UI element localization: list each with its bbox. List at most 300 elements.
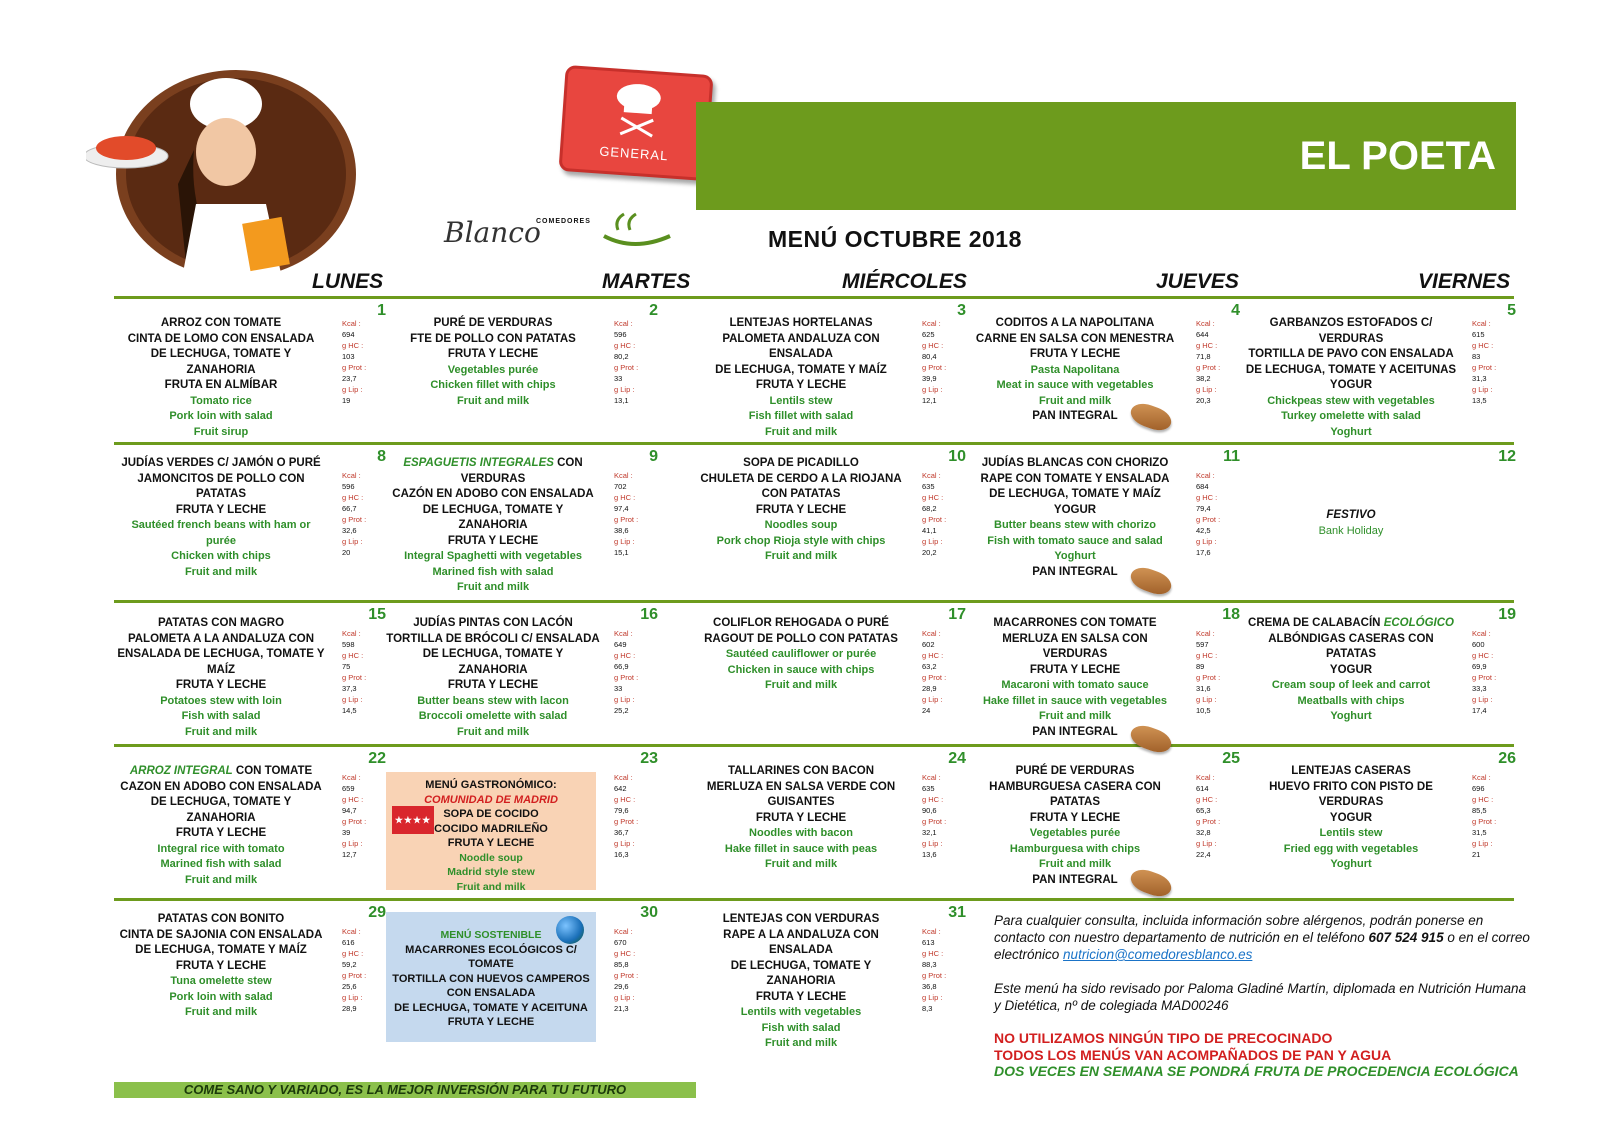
nutrition-value: 635: [922, 784, 935, 793]
nutrition-value: 614: [1196, 784, 1209, 793]
brand-name: Blanco: [444, 216, 541, 249]
nutrition-info: [614, 628, 654, 716]
dish-line: TALLARINES CON BACON: [727, 765, 875, 777]
nutrition-label: g Lip :: [614, 537, 635, 546]
dish-list: [114, 316, 328, 440]
day-header-miercoles: MIÉRCOLES: [842, 270, 967, 293]
holiday-box: [1244, 508, 1458, 539]
footer-slogan: COME SANO Y VARIADO, ES LA MEJOR INVERSIÓN PARA TU FUTURO: [114, 1082, 696, 1098]
nutrition-label: g Lip :: [342, 537, 363, 546]
dish-line: LENTEJAS CON VERDURAS: [722, 913, 880, 925]
nutrition-value: 16,3: [614, 850, 629, 859]
nutrition-label: g HC :: [922, 493, 944, 502]
nutrition-info: [1196, 628, 1236, 716]
contact-info: [994, 912, 1534, 1014]
nutrition-value: 36,8: [922, 982, 937, 991]
nutrition-label: g Prot :: [614, 673, 639, 682]
dish-line-en: Fish with salad: [761, 1021, 841, 1034]
dish-line: ZANAHORIA: [766, 975, 836, 987]
dish-line-en: Yoghurt: [1330, 425, 1372, 438]
day-header-jueves: JUEVES: [1156, 270, 1239, 293]
dish-list: [694, 764, 908, 873]
dish-line-en: Yoghurt: [1054, 550, 1096, 562]
nutrition-label: Kcal :: [342, 629, 361, 638]
dish-line: DE LECHUGA, TOMATE Y: [422, 503, 564, 516]
nutrition-label: g HC :: [614, 949, 636, 958]
nutrition-value: 15,1: [614, 548, 629, 557]
dish-line: COCIDO MADRILEÑO: [434, 822, 548, 835]
day-number: 15: [368, 606, 386, 623]
nutrition-value: 79,6: [614, 806, 629, 815]
dish-line: PATATAS CON MAGRO: [157, 617, 285, 629]
dish-line-en: Lentils with vegetables: [740, 1006, 862, 1018]
dish-line-en: Noodles soup: [764, 519, 838, 531]
dish-line-en: Macaroni with tomato sauce: [1001, 679, 1149, 691]
day-cell: [1244, 302, 1516, 438]
dish-line-en: Sautéed french beans with ham or: [131, 519, 311, 531]
dish-line: PURÉ DE VERDURAS: [433, 317, 553, 329]
dish-rest: CON: [553, 457, 583, 469]
dish-list: [694, 316, 908, 440]
contact-text: Para cualquier consulta, incluida información sobre alérgenos, podrán ponerse en contacto con nuestro departamento de nutrición en el teléfono: [994, 913, 1484, 945]
cup-icon: [594, 212, 676, 252]
nutrition-label: g Lip :: [922, 537, 943, 546]
dish-line: ENSALADA DE LECHUGA, TOMATE Y: [117, 648, 325, 660]
dish-line: RAPE CON TOMATE Y ENSALADA: [980, 472, 1170, 485]
nutrition-label: g HC :: [1196, 795, 1218, 804]
dish-list: [114, 764, 328, 888]
nutrition-label: g Lip :: [614, 385, 635, 394]
brand-logo: [436, 210, 676, 254]
dish-line-en: Integral Spaghetti with vegetables: [404, 550, 582, 562]
nutrition-value: 635: [922, 482, 935, 491]
nutrition-value: 94,7: [342, 806, 357, 815]
dish-line: DE LECHUGA, TOMATE Y: [150, 796, 292, 808]
dish-line-en: Integral rice with tomato: [157, 842, 285, 855]
nutrition-value: 642: [614, 784, 627, 793]
dish-line: DE LECHUGA, TOMATE Y MAÍZ: [989, 488, 1161, 500]
dish-line: JUDÍAS PINTAS CON LACÓN: [413, 617, 573, 629]
dish-line-en: Fruit and milk: [764, 1037, 838, 1049]
dish-line: [386, 456, 600, 472]
week-divider: [114, 600, 1514, 603]
day-cell: [114, 448, 386, 584]
nutrition-info: [1472, 318, 1512, 406]
dish-line: FRUTA Y LECHE: [175, 959, 267, 972]
nutrition-value: 90,6: [922, 806, 937, 815]
nutrition-value: 615: [1472, 330, 1485, 339]
dish-line: DE LECHUGA, TOMATE Y: [730, 959, 872, 972]
nutrition-value: 12,7: [342, 850, 357, 859]
nutrition-label: g Lip :: [614, 695, 635, 704]
nutrition-info: [342, 772, 382, 860]
day-number: 1: [377, 302, 386, 319]
dish-line: TORTILLA CON HUEVOS CAMPEROS: [392, 972, 590, 985]
nutrition-value: 613: [922, 938, 935, 947]
nutrition-label: g HC :: [614, 795, 636, 804]
nutrition-value: 17,4: [1472, 706, 1487, 715]
nutrition-label: g HC :: [1196, 493, 1218, 502]
dish-line: COLIFLOR REHOGADA O PURÉ: [713, 617, 889, 629]
dish-line: FRUTA Y LECHE: [1029, 348, 1121, 360]
nutrition-value: 65,3: [1196, 806, 1211, 815]
nutrition-info: [614, 772, 654, 860]
dish-line-en: Marined fish with salad: [432, 565, 554, 578]
nutrition-info: [922, 926, 962, 1014]
nutrition-value: 79,4: [1196, 504, 1211, 513]
nutrition-label: g HC :: [614, 651, 636, 660]
dish-line: ALBÓNDIGAS CASERAS CON: [1268, 632, 1434, 645]
nutrition-value: 69,9: [1472, 662, 1487, 671]
nutrition-value: 37,3: [342, 684, 357, 693]
nutrition-value: 97,4: [614, 504, 629, 513]
dish-line: CINTA DE LOMO CON ENSALADA: [127, 332, 315, 345]
dish-line-en: purée: [206, 534, 236, 547]
day-number: 2: [649, 302, 658, 319]
dish-line: DE LECHUGA, TOMATE Y MAÍZ: [715, 363, 887, 376]
dish-line-en: Vegetables purée: [1029, 827, 1121, 839]
nutrition-label: g Prot :: [342, 817, 367, 826]
nutrition-info: [922, 628, 962, 716]
nutrition-value: 32,8: [1196, 828, 1211, 837]
dish-list: [386, 316, 600, 409]
nutrition-label: g Prot :: [342, 673, 367, 682]
day-cell: [1244, 750, 1516, 886]
nutrition-label: Kcal :: [342, 927, 361, 936]
nutrition-value: 21,3: [614, 1004, 629, 1013]
nutrition-value: 596: [614, 330, 627, 339]
nutrition-label: g Prot :: [614, 817, 639, 826]
nutrition-value: 88,3: [922, 960, 937, 969]
nutrition-label: g Lip :: [1196, 839, 1217, 848]
dish-line: PATATAS: [1049, 796, 1101, 808]
dish-list: [1244, 764, 1458, 873]
dish-line: TOMATE: [468, 958, 514, 970]
nutrition-value: 38,6: [614, 526, 629, 535]
nutrition-label: g Lip :: [342, 993, 363, 1002]
day-cell: [694, 448, 966, 584]
dish-line-en: Butter beans stew with chorizo: [994, 519, 1156, 531]
bread-note: PAN INTEGRAL: [1032, 725, 1118, 738]
nutrition-label: g HC :: [1196, 651, 1218, 660]
dish-line-en: Fish fillet with salad: [748, 410, 854, 422]
day-cell: [1244, 606, 1516, 742]
dish-line: VERDURAS: [460, 472, 526, 485]
dish-list: [114, 912, 328, 1021]
nutrition-label: g Lip :: [614, 993, 635, 1002]
day-number: 31: [948, 904, 966, 921]
nutrition-info: [342, 318, 382, 406]
nutrition-value: 12,1: [922, 396, 937, 405]
nutrition-value: 39,9: [922, 374, 937, 383]
day-header-lunes: LUNES: [312, 270, 384, 293]
nutrition-label: g HC :: [342, 493, 364, 502]
dish-line: FRUTA Y LECHE: [755, 811, 847, 824]
nutrition-label: g Lip :: [1472, 839, 1493, 848]
nutrition-label: Kcal :: [614, 773, 633, 782]
nutrition-label: g Prot :: [1472, 817, 1497, 826]
dish-line: DE LECHUGA, TOMATE Y ACEITUNAS: [1245, 363, 1457, 376]
dish-line-en: Pork chop Rioja style with chips: [716, 534, 886, 547]
special-title: MENÚ GASTRONÓMICO:: [425, 779, 557, 791]
dish-list: [968, 456, 1182, 580]
nutrition-value: 42,5: [1196, 526, 1211, 535]
day-number: 5: [1507, 302, 1516, 319]
nutrition-value: 596: [342, 482, 355, 491]
day-number: 22: [368, 750, 386, 767]
dish-line-en: Chickpeas stew with vegetables: [1267, 394, 1435, 407]
dish-rest: CON TOMATE: [232, 765, 313, 777]
dish-line: SOPA DE PICADILLO: [743, 457, 859, 469]
note-no-precooked: NO UTILIZAMOS NINGÚN TIPO DE PRECOCINADO: [994, 1030, 1333, 1046]
day-number: 11: [1223, 448, 1240, 465]
nutrition-label: g HC :: [1472, 795, 1494, 804]
nutrition-value: 36,7: [614, 828, 629, 837]
dish-line: ARROZ CON TOMATE: [160, 317, 282, 329]
dish-line: GARBANZOS ESTOFADOS C/: [1269, 317, 1433, 329]
nutrition-label: g Lip :: [1196, 537, 1217, 546]
dish-line: RAGOUT DE POLLO CON PATATAS: [704, 632, 898, 645]
dish-line: PATATAS: [195, 488, 247, 500]
nutrition-label: g Lip :: [1196, 695, 1217, 704]
dish-line: TORTILLA DE PAVO CON ENSALADA: [1248, 348, 1454, 360]
dish-line: VERDURAS: [1318, 332, 1384, 345]
day-number: 23: [640, 750, 658, 767]
bread-note: PAN INTEGRAL: [1032, 565, 1118, 578]
day-cell: [968, 448, 1240, 584]
dish-line-en: Fruit and milk: [1038, 394, 1112, 407]
dish-list: [1244, 316, 1458, 440]
day-number: 4: [1231, 302, 1240, 319]
nutrition-label: g HC :: [1472, 651, 1494, 660]
dish-line: SOPA DE COCIDO: [443, 808, 539, 820]
day-number: 30: [640, 904, 658, 921]
nutrition-value: 85,8: [614, 960, 629, 969]
nutrition-value: 694: [342, 330, 355, 339]
nutrition-label: g HC :: [342, 341, 364, 350]
nutrition-label: Kcal :: [922, 773, 941, 782]
dish-line-en: Fish with salad: [181, 710, 261, 722]
nutrition-info: [1196, 470, 1236, 558]
dish-line: JAMONCITOS DE POLLO CON: [137, 472, 305, 485]
dish-line: FRUTA Y LECHE: [755, 990, 847, 1003]
day-cell: [1244, 448, 1516, 584]
day-cell: [114, 606, 386, 742]
nutrition-value: 66,7: [342, 504, 357, 513]
day-number: 26: [1498, 750, 1516, 767]
nutrition-info: [1472, 772, 1512, 860]
dish-line: FRUTA Y LECHE: [175, 503, 267, 516]
holiday-label-en: Bank Holiday: [1318, 524, 1384, 537]
dish-line: JUDÍAS BLANCAS CON CHORIZO: [981, 457, 1169, 469]
nutrition-value: 17,6: [1196, 548, 1211, 557]
nutrition-value: 71,8: [1196, 352, 1211, 361]
nutrition-value: 21: [1472, 850, 1481, 859]
dish-line-en: Fruit and milk: [1038, 858, 1112, 870]
dish-line-en: Fruit and milk: [764, 858, 838, 870]
dish-line-en: Fruit and milk: [184, 725, 258, 738]
week-divider: [114, 442, 1514, 445]
dish-line: FRUTA Y LECHE: [1029, 811, 1121, 824]
nutrition-label: g Prot :: [614, 363, 639, 372]
day-number: 16: [640, 606, 658, 623]
email-link[interactable]: nutricion@comedoresblanco.es: [1063, 947, 1253, 962]
nutrition-label: g Prot :: [922, 515, 947, 524]
dish-line-en: Fruit sirup: [193, 425, 249, 438]
nutrition-value: 31,5: [1472, 828, 1487, 837]
day-number: 29: [368, 904, 386, 921]
nutrition-value: 670: [614, 938, 627, 947]
dish-line: FRUTA Y LECHE: [447, 679, 539, 691]
dish-line: CODITOS A LA NAPOLITANA: [995, 317, 1155, 329]
day-number: 8: [377, 448, 386, 465]
day-cell: [968, 302, 1240, 438]
dish-line: ZANAHORIA: [186, 811, 256, 824]
nutrition-value: 13,6: [922, 850, 937, 859]
dish-line: VERDURAS: [1042, 648, 1108, 660]
note-organic-fruit: DOS VECES EN SEMANA SE PONDRÁ FRUTA DE PROCEDENCIA ECOLÓGICA: [994, 1063, 1519, 1079]
globe-icon: [556, 916, 584, 944]
nutrition-value: 696: [1472, 784, 1485, 793]
nutrition-value: 32,6: [342, 526, 357, 535]
nutrition-value: 32,1: [922, 828, 937, 837]
day-cell: [968, 750, 1240, 886]
dish-line-en: Yoghurt: [1330, 858, 1372, 870]
nutrition-info: [342, 926, 382, 1014]
menu-notes: [994, 1030, 1554, 1080]
dish-list: [114, 456, 328, 580]
nutrition-value: 28,9: [922, 684, 937, 693]
dish-line: FRUTA Y LECHE: [755, 503, 847, 516]
special-title: MENÚ SOSTENIBLE: [440, 929, 542, 941]
dish-line-en: Butter beans stew with lacon: [417, 694, 569, 707]
nutrition-label: g Lip :: [1472, 385, 1493, 394]
nutrition-label: g Prot :: [342, 971, 367, 980]
nutrition-value: 89: [1196, 662, 1205, 671]
dish-line: YOGUR: [1329, 379, 1373, 391]
nutrition-label: Kcal :: [342, 773, 361, 782]
contact-text-2: o en el correo electrónico: [994, 930, 1530, 962]
nutrition-value: 598: [342, 640, 355, 649]
nutrition-label: Kcal :: [342, 319, 361, 328]
dish-line: MACARRONES CON TOMATE: [993, 617, 1157, 629]
dish-line-en: Hamburguesa with chips: [1009, 842, 1141, 855]
school-banner: [696, 102, 1516, 210]
dish-line: PALOMETA A LA ANDALUZA CON: [127, 632, 315, 645]
day-number: 19: [1498, 606, 1516, 623]
dish-list: [694, 616, 908, 694]
dish-line: ZANAHORIA: [458, 663, 528, 676]
nutrition-info: [614, 470, 654, 558]
dish-line: FRUTA Y LECHE: [447, 348, 539, 360]
dish-line-en: Hake fillet in sauce with peas: [724, 842, 878, 855]
week-divider: [114, 898, 1514, 901]
nutrition-label: g Prot :: [922, 673, 947, 682]
day-header-martes: MARTES: [602, 270, 691, 293]
nutrition-label: g Lip :: [614, 839, 635, 848]
nutrition-label: Kcal :: [1472, 319, 1491, 328]
chef-hat-icon: [606, 79, 670, 139]
dish-line: LENTEJAS HORTELANAS: [729, 317, 873, 329]
nutrition-label: g Prot :: [1196, 515, 1221, 524]
nutrition-info: [922, 772, 962, 860]
dish-line: JUDÍAS VERDES C/ JAMÓN O PURÉ: [121, 457, 321, 469]
nutrition-value: 625: [922, 330, 935, 339]
dish-line-en: Cream soup of leek and carrot: [1271, 679, 1431, 691]
day-cell: [968, 606, 1240, 742]
nutrition-label: Kcal :: [922, 319, 941, 328]
bread-note: PAN INTEGRAL: [1032, 873, 1118, 886]
dish-line-en: Fruit and milk: [456, 581, 530, 593]
nutrition-label: g Lip :: [1472, 695, 1493, 704]
dish-line-en: Tuna omelette stew: [170, 975, 272, 987]
nutrition-value: 659: [342, 784, 355, 793]
nutrition-label: g Lip :: [342, 385, 363, 394]
nutrition-value: 22,4: [1196, 850, 1211, 859]
nutrition-label: Kcal :: [1196, 629, 1215, 638]
nutrition-value: 75: [342, 662, 351, 671]
day-cell: [694, 606, 966, 742]
dish-line: FRUTA Y LECHE: [175, 827, 267, 839]
dish-line-en: Hake fillet in sauce with vegetables: [982, 694, 1167, 707]
nutrition-label: g Prot :: [922, 363, 947, 372]
nutrition-label: g HC :: [614, 493, 636, 502]
nutrition-label: Kcal :: [1472, 773, 1491, 782]
nutrition-label: Kcal :: [922, 471, 941, 480]
nutrition-label: Kcal :: [1196, 471, 1215, 480]
nutrition-value: 644: [1196, 330, 1209, 339]
nutrition-value: 20,3: [1196, 396, 1211, 405]
nutrition-label: g HC :: [1472, 341, 1494, 350]
dish-line: MAÍZ: [206, 663, 236, 676]
dish-line-en: Noodles with bacon: [749, 827, 853, 839]
nutrition-value: 14,5: [342, 706, 357, 715]
dish-line-en: Broccoli omelette with salad: [418, 710, 568, 722]
dish-line: ZANAHORIA: [186, 363, 256, 376]
dish-line: CAZON EN ADOBO CON ENSALADA: [120, 780, 322, 793]
nutrition-info: [922, 318, 962, 406]
nutrition-label: g HC :: [1196, 341, 1218, 350]
dish-line: HUEVO FRITO CON PISTO DE: [1269, 780, 1433, 793]
dish-line: [114, 764, 328, 780]
nutrition-value: 10,5: [1196, 706, 1211, 715]
madrid-flag-icon: ★★★★: [392, 806, 434, 834]
dish-line-en: Lentils stew: [769, 394, 833, 407]
nutrition-label: g Lip :: [922, 385, 943, 394]
nutrition-value: 649: [614, 640, 627, 649]
nutrition-value: 23,7: [342, 374, 357, 383]
dish-list: [694, 456, 908, 565]
dish-line-en: Pork loin with salad: [169, 410, 273, 422]
day-header-viernes: VIERNES: [1418, 270, 1511, 293]
nutrition-label: g HC :: [922, 341, 944, 350]
dish-line: FRUTA Y LECHE: [447, 534, 539, 547]
nutrition-value: 20,2: [922, 548, 937, 557]
dish-line: YOGUR: [1329, 663, 1373, 676]
nutrition-value: 13,1: [614, 396, 629, 405]
dish-highlight: ESPAGUETIS INTEGRALES: [403, 457, 554, 469]
dish-line: CARNE EN SALSA CON MENESTRA: [975, 332, 1175, 345]
general-badge: [558, 65, 713, 181]
dish-list: [968, 764, 1182, 888]
school-name: EL POETA: [1299, 134, 1496, 178]
dish-line: RAPE A LA ANDALUZA CON: [723, 928, 879, 941]
dish-line: FRUTA Y LECHE: [447, 1016, 535, 1028]
dish-line: FRUTA Y LECHE: [447, 837, 535, 849]
dish-line-en: Yoghurt: [1330, 710, 1372, 722]
day-cell: [386, 606, 658, 742]
nutrition-label: g Lip :: [922, 993, 943, 1002]
